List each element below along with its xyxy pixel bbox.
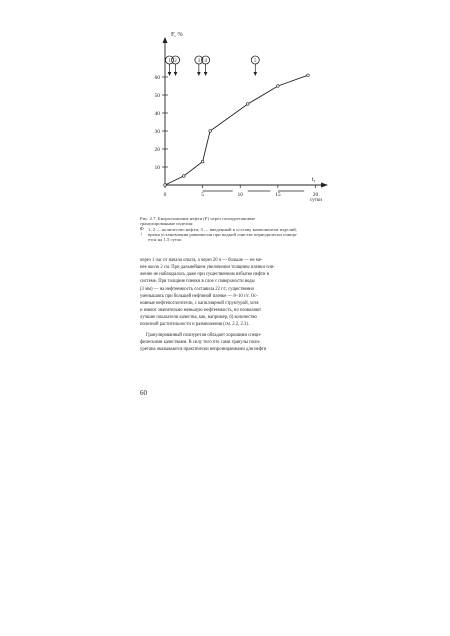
legend-symbol-icon: ⦶ [140,226,144,232]
x-tick-label: 5 [201,192,204,198]
down-arrow-icon [204,72,208,76]
marker-label: 5 [254,59,257,64]
marker-label: 1 [168,59,171,64]
line-chart [120,30,340,218]
x-axis-label: t, [312,176,316,183]
caption-line: ется на 1,5 суток [148,237,182,243]
text-line: уменьшаясь при большей нефтяной пленке — 8–10 г/г. Ос- [140,293,258,299]
figure-caption [140,216,338,242]
caption-line: время установления равновесия при водной очистке периодически очища- [148,231,298,237]
marker-label: 2 [174,59,177,64]
data-point [277,85,280,88]
y-axis-label: F, % [171,31,183,38]
down-arrow-icon [168,72,172,76]
down-arrow-icon: ↓ [140,231,143,237]
caption-line: Рис. 2.7. Биоразложение нефти (F) через полиуретановые [140,216,256,221]
text-line: лучшие показатели качества, как, например, 6) количество [140,315,257,321]
data-point [201,160,204,163]
y-tick-label: 30 [154,129,160,135]
down-arrow-icon [174,72,178,76]
paragraph [140,332,339,353]
x-tick-label: 0 [163,192,167,198]
y-tick-label: 50 [154,93,160,99]
figure [120,30,340,218]
paragraph [140,257,339,329]
down-arrow-icon [197,72,201,76]
x-tick-label: 20 [312,192,319,198]
y-tick-label: 40 [154,111,160,117]
data-point [209,130,212,133]
x-axis-arrow-icon [321,183,328,188]
x-tick-label: 15 [275,192,281,198]
x-axis-unit: сутки [310,198,322,203]
data-point [164,184,167,187]
text-line: нее около 2 см. При дальнейшем увеличении толщины пленки сни- [140,265,275,271]
down-arrow-icon [253,72,257,76]
body-text [140,257,339,353]
text-line: полезной растительности и размножения (см. 2.2, 2.3). [140,322,250,328]
series-line [165,75,308,185]
data-point [307,74,310,77]
x-tick-label: 10 [237,192,243,198]
text-line: через 1 час от начала опыта, а через 20 ч — больше — не ме- [140,258,263,263]
marker-label: 3 [197,59,201,64]
caption-line: 1, 2 — количество нефти; 3 — введенный к составу компонентов изделий, [148,226,297,232]
text-line: системе. При толщине пленки в слое с поверхности воды [140,279,255,285]
text-line: уретана оказываются практически непроницаемыми для нефти [140,346,267,352]
data-point [246,103,249,106]
data-point [183,175,186,178]
text-line: новные нефтепоглотители, с капиллярной структурой, хотя [140,300,259,306]
text-line: (3 мм) — на нефтеемкость составила 22 г/г, существенно [140,286,255,292]
marker-label: 4 [204,59,207,64]
y-tick-label: 60 [154,75,160,81]
caption-legend-line [140,232,338,237]
caption-line: гранулированные изделия: [140,221,194,227]
y-tick-label: 10 [154,165,160,171]
y-tick-label: 20 [154,147,160,153]
text-line: фическими качествами. В силу того что сами гранулы поли- [140,339,261,345]
text-line: жение не наблюдалось даже при существенном избытке нефти в [140,272,269,278]
text-line: Гранулированный полиуретан обладает хорошими специ- [146,332,262,338]
page-number: 60 [140,389,147,397]
y-axis-arrow-icon [163,37,168,43]
text-line: и имеют значительно меньшую нефтеемкость, но позволяют [140,308,262,314]
